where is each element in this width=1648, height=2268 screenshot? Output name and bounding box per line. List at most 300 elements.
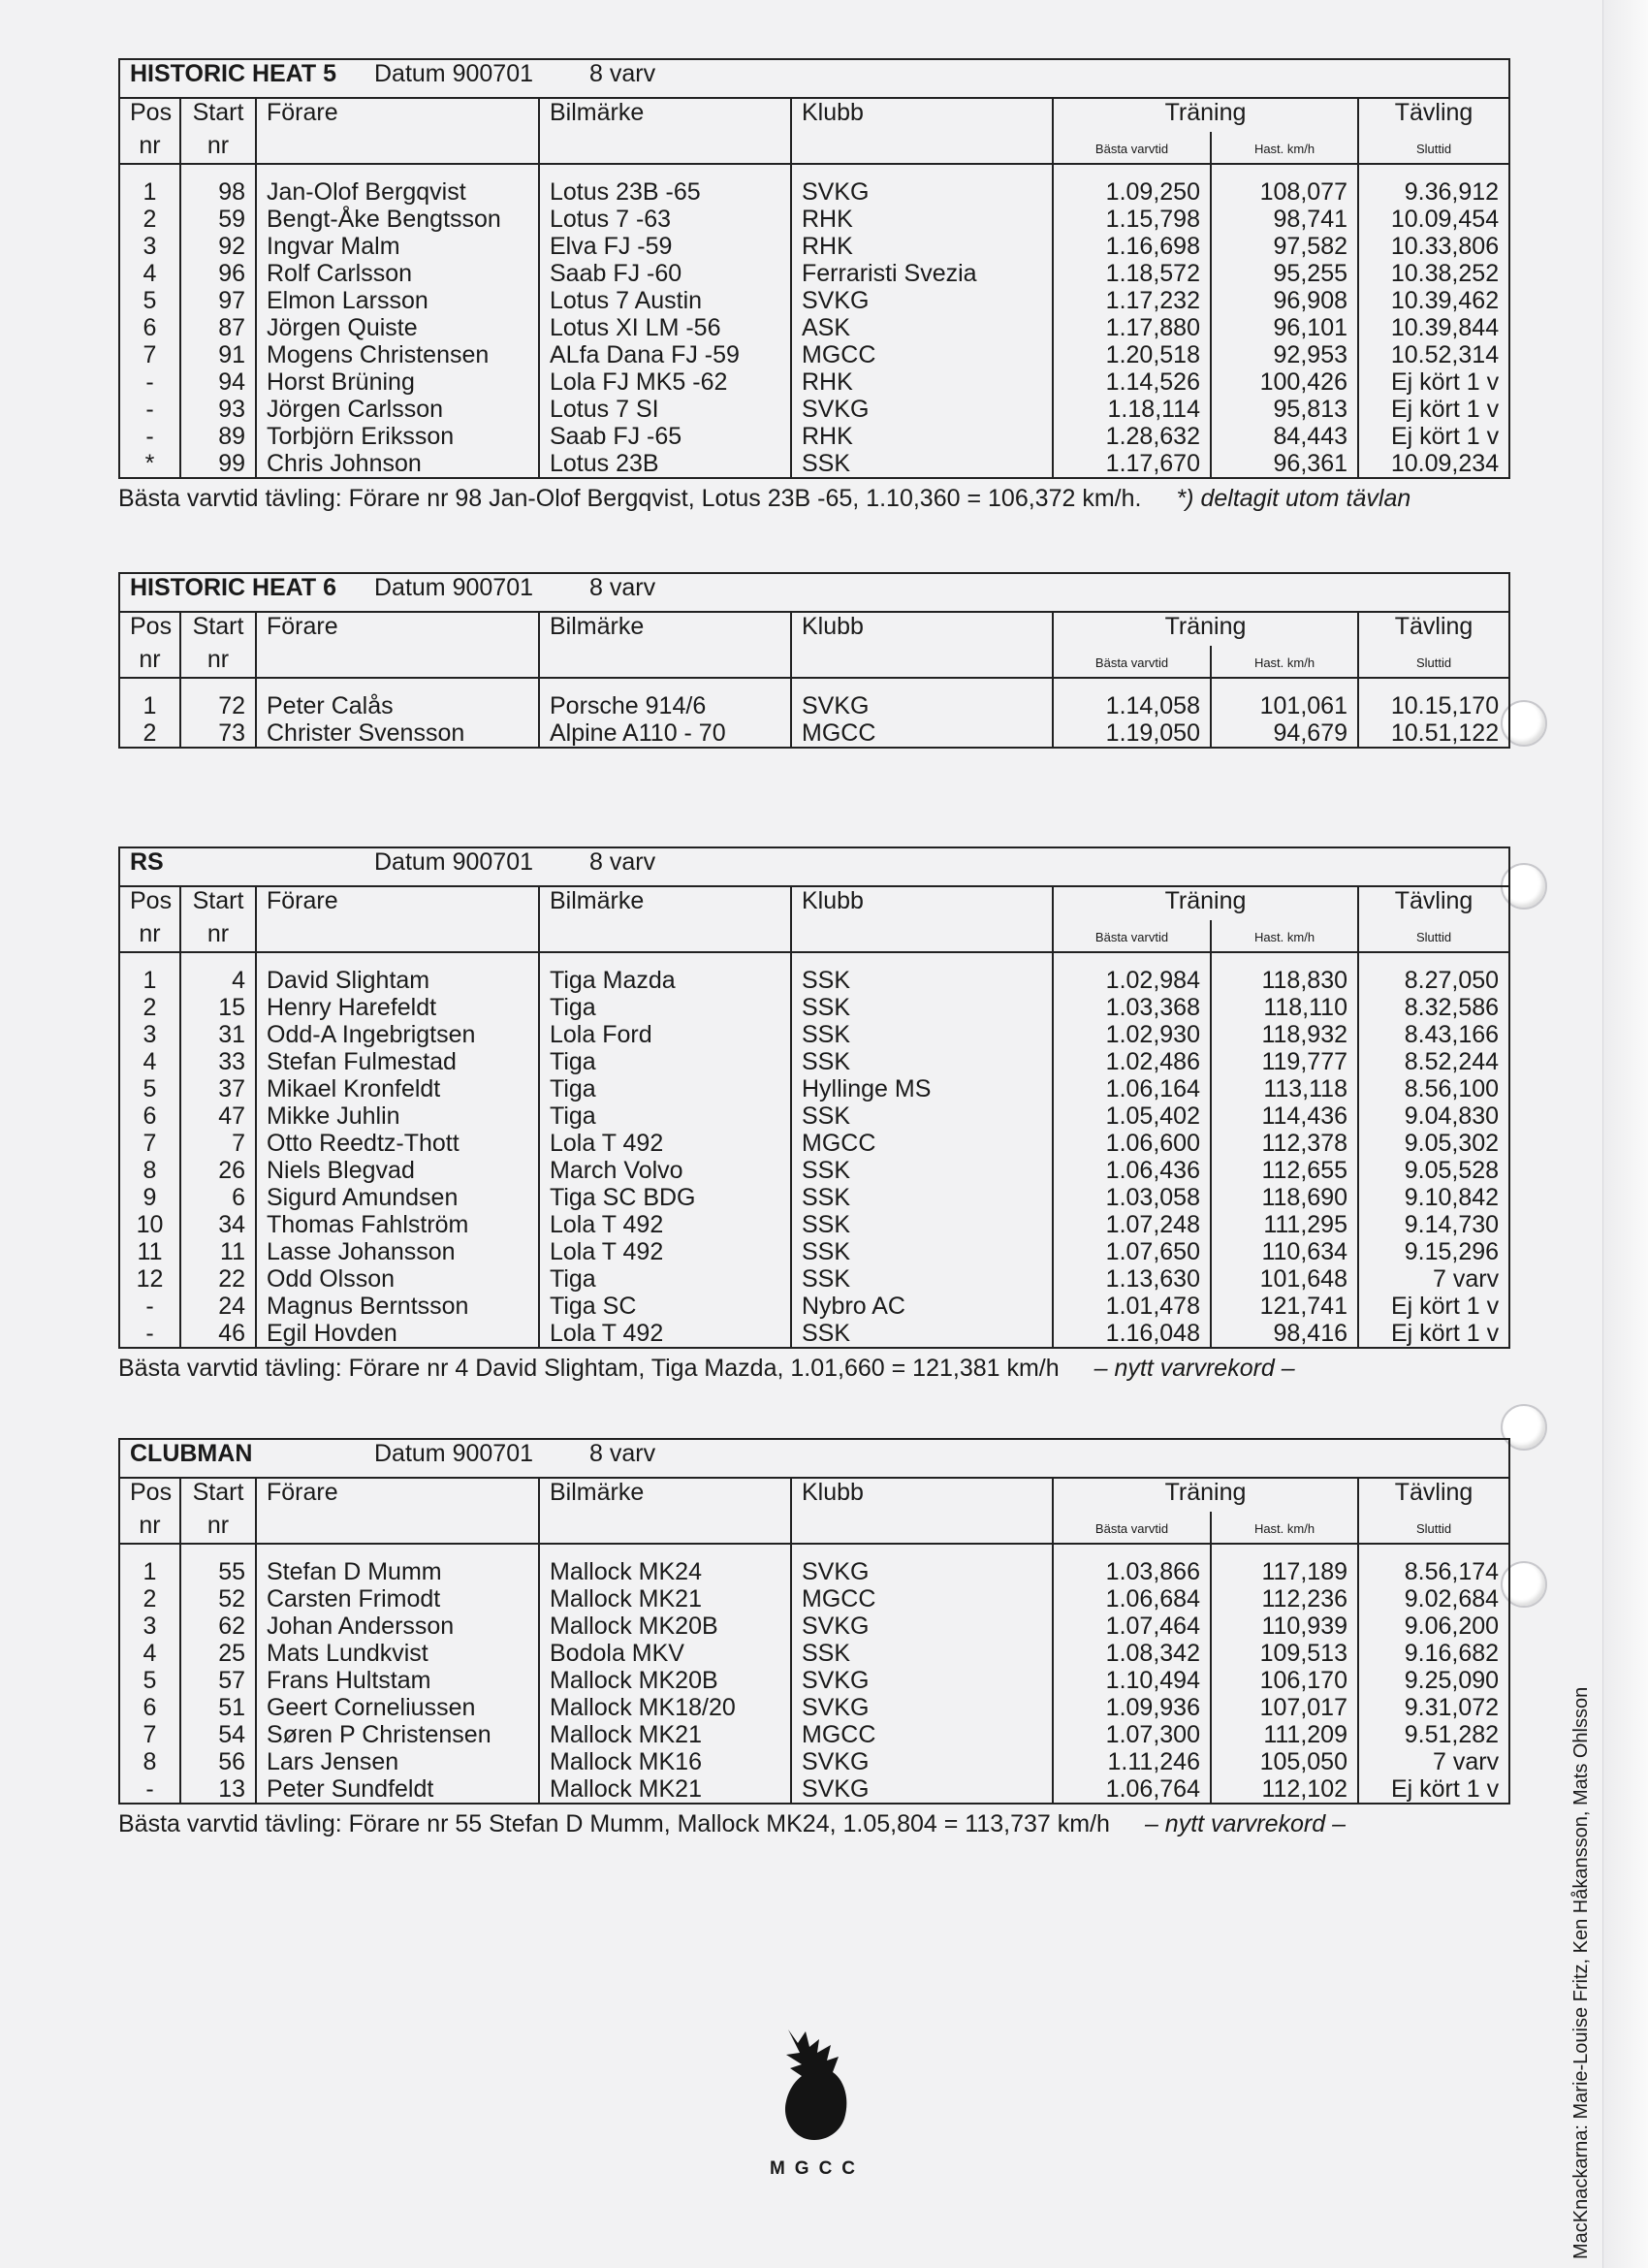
speed-cell: 112,102 (1211, 1775, 1358, 1804)
table-row (119, 1694, 1509, 1721)
start-number-cell: 57 (180, 1667, 256, 1694)
col-total-time-header (1358, 920, 1509, 952)
total-time-cell: 10.09,454 (1358, 206, 1509, 233)
car-cell: Lotus 7 SI (539, 396, 791, 423)
pos-cell: 6 (119, 314, 180, 341)
car-cell: Porsche 914/6 (539, 692, 791, 719)
driver-cell: Johan Andersson (256, 1613, 539, 1640)
pos-cell: 7 (119, 1130, 180, 1157)
race-title-bar (119, 1439, 1509, 1478)
spacer-cell (119, 952, 180, 967)
spacer-cell (1211, 1544, 1358, 1558)
best-lap-cell: 1.08,342 (1053, 1640, 1211, 1667)
table-row (119, 287, 1509, 314)
total-time-cell: 8.32,586 (1358, 994, 1509, 1021)
best-lap-cell: 1.20,518 (1053, 341, 1211, 368)
start-number-cell: 47 (180, 1102, 256, 1130)
pos-cell: 2 (119, 994, 180, 1021)
pos-cell: 4 (119, 260, 180, 287)
pos-cell: 7 (119, 341, 180, 368)
race-title-bar (119, 573, 1509, 612)
col-club-sub (791, 1512, 1053, 1544)
speed-cell: 117,189 (1211, 1558, 1358, 1585)
car-cell: Mallock MK21 (539, 1775, 791, 1804)
best-lap-label: Bästa varvtid (1094, 1521, 1169, 1536)
best-lap-cell: 1.02,930 (1053, 1021, 1211, 1048)
logo-text: MGCC (769, 2158, 866, 2179)
spacer-cell (180, 952, 256, 967)
footnote-note: *) deltagit utom tävlan (1176, 485, 1411, 512)
col-speed-header (1211, 132, 1358, 164)
driver-cell: Mikael Kronfeldt (256, 1075, 539, 1102)
total-time-cell: Ej kört 1 v (1358, 396, 1509, 423)
best-lap-cell: 1.14,058 (1053, 692, 1211, 719)
club-cell: SSK (791, 450, 1053, 478)
col-race-header: Tävling (1358, 98, 1509, 132)
speed-cell: 119,777 (1211, 1048, 1358, 1075)
total-time-label: Sluttid (1415, 930, 1452, 944)
club-cell: SSK (791, 1238, 1053, 1265)
col-car-sub (539, 920, 791, 952)
col-best-lap-header (1053, 1512, 1211, 1544)
total-time-cell: 9.25,090 (1358, 1667, 1509, 1694)
club-cell: MGCC (791, 1585, 1053, 1613)
speed-cell: 110,634 (1211, 1238, 1358, 1265)
total-time-cell: 10.39,844 (1358, 314, 1509, 341)
spacer-cell (539, 952, 791, 967)
speed-cell: 94,679 (1211, 719, 1358, 748)
footnote-text: Bästa varvtid tävling: Förare nr 4 David Slightam, Tiga Mazda, 1.01,660 = 121,381 km/h (118, 1355, 1060, 1382)
speed-cell: 101,061 (1211, 692, 1358, 719)
results-table (118, 572, 1510, 749)
table-row (119, 719, 1509, 748)
speed-label: Hast. km/h (1253, 1521, 1315, 1536)
col-car-header: Bilmärke (539, 1478, 791, 1512)
speed-cell: 109,513 (1211, 1640, 1358, 1667)
club-cell: RHK (791, 368, 1053, 396)
driver-cell: Stefan Fulmestad (256, 1048, 539, 1075)
total-time-cell: 9.10,842 (1358, 1184, 1509, 1211)
best-lap-cell: 1.09,936 (1053, 1694, 1211, 1721)
start-number-cell: 62 (180, 1613, 256, 1640)
race-date: Datum 900701 (374, 574, 534, 601)
col-speed-header (1211, 646, 1358, 678)
speed-cell: 98,416 (1211, 1320, 1358, 1348)
spacer-cell (539, 164, 791, 178)
spacer-cell (256, 678, 539, 692)
best-lap-cell: 1.03,368 (1053, 994, 1211, 1021)
speed-cell: 95,813 (1211, 396, 1358, 423)
start-number-cell: 99 (180, 450, 256, 478)
spacer-cell (791, 952, 1053, 967)
total-time-cell: Ej kört 1 v (1358, 1775, 1509, 1804)
start-number-cell: 93 (180, 396, 256, 423)
driver-cell: David Slightam (256, 967, 539, 994)
driver-cell: Søren P Christensen (256, 1721, 539, 1748)
best-lap-cell: 1.11,246 (1053, 1748, 1211, 1775)
driver-cell: Torbjörn Eriksson (256, 423, 539, 450)
speed-cell: 98,741 (1211, 206, 1358, 233)
total-time-cell: 7 varv (1358, 1265, 1509, 1293)
table-row (119, 341, 1509, 368)
club-cell: Ferraristi Svezia (791, 260, 1053, 287)
club-cell: Hyllinge MS (791, 1075, 1053, 1102)
car-cell: Mallock MK16 (539, 1748, 791, 1775)
table-row (119, 314, 1509, 341)
pos-cell: 3 (119, 233, 180, 260)
col-start-header: Start (180, 886, 256, 920)
col-pos-sub: nr (119, 646, 180, 678)
speed-cell: 101,648 (1211, 1265, 1358, 1293)
race-laps: 8 varv (589, 60, 656, 87)
car-cell: Lotus 23B (539, 450, 791, 478)
start-number-cell: 72 (180, 692, 256, 719)
driver-cell: Jörgen Quiste (256, 314, 539, 341)
table-row (119, 1075, 1509, 1102)
car-cell: Saab FJ -65 (539, 423, 791, 450)
table-row (119, 1238, 1509, 1265)
total-time-cell: 9.04,830 (1358, 1102, 1509, 1130)
race-date: Datum 900701 (374, 60, 534, 87)
col-pos-sub: nr (119, 920, 180, 952)
club-cell: SSK (791, 994, 1053, 1021)
car-cell: Tiga (539, 1048, 791, 1075)
speed-cell: 113,118 (1211, 1075, 1358, 1102)
car-cell: Mallock MK24 (539, 1558, 791, 1585)
spacer-cell (791, 678, 1053, 692)
club-cell: SSK (791, 1265, 1053, 1293)
pos-cell: 7 (119, 1721, 180, 1748)
col-driver-sub (256, 920, 539, 952)
pos-cell: 4 (119, 1048, 180, 1075)
driver-cell: Otto Reedtz-Thott (256, 1130, 539, 1157)
col-total-time-header (1358, 1512, 1509, 1544)
table-row (119, 206, 1509, 233)
table-row (119, 1640, 1509, 1667)
pos-cell: - (119, 1775, 180, 1804)
total-time-cell: 9.05,302 (1358, 1130, 1509, 1157)
car-cell: Lola T 492 (539, 1130, 791, 1157)
car-cell: Mallock MK18/20 (539, 1694, 791, 1721)
col-car-sub (539, 1512, 791, 1544)
car-cell: Tiga SC BDG (539, 1184, 791, 1211)
speed-cell: 97,582 (1211, 233, 1358, 260)
driver-cell: Lars Jensen (256, 1748, 539, 1775)
total-time-cell: 10.15,170 (1358, 692, 1509, 719)
speed-cell: 108,077 (1211, 178, 1358, 206)
table-row (119, 1320, 1509, 1348)
best-lap-footnote (118, 485, 1508, 513)
spacer-cell (1358, 952, 1509, 967)
pos-cell: 5 (119, 287, 180, 314)
pos-cell: 2 (119, 1585, 180, 1613)
spacer-cell (1053, 952, 1211, 967)
mgcc-logo (754, 2022, 880, 2180)
col-training-header: Träning (1053, 612, 1358, 646)
club-cell: SVKG (791, 692, 1053, 719)
best-lap-cell: 1.06,684 (1053, 1585, 1211, 1613)
total-time-cell: 10.38,252 (1358, 260, 1509, 287)
best-lap-cell: 1.15,798 (1053, 206, 1211, 233)
table-row (119, 1157, 1509, 1184)
driver-cell: Henry Harefeldt (256, 994, 539, 1021)
total-time-cell: 8.56,174 (1358, 1558, 1509, 1585)
total-time-cell: 10.33,806 (1358, 233, 1509, 260)
side-credit: MacKnackarna: Marie-Louise Fritz, Ken Håkansson, Mats Ohlsson (1570, 1686, 1592, 2259)
col-start-sub: nr (180, 646, 256, 678)
table-row (119, 1613, 1509, 1640)
spacer-cell (791, 1544, 1053, 1558)
car-cell: Saab FJ -60 (539, 260, 791, 287)
pos-cell: 10 (119, 1211, 180, 1238)
best-lap-cell: 1.09,250 (1053, 178, 1211, 206)
spacer-cell (1211, 678, 1358, 692)
speed-cell: 111,295 (1211, 1211, 1358, 1238)
car-cell: Lola T 492 (539, 1238, 791, 1265)
col-best-lap-header (1053, 920, 1211, 952)
driver-cell: Horst Brüning (256, 368, 539, 396)
spacer-cell (180, 164, 256, 178)
total-time-label: Sluttid (1415, 1521, 1452, 1536)
results-historic-heat-5 (118, 58, 1508, 513)
best-lap-cell: 1.07,300 (1053, 1721, 1211, 1748)
total-time-cell: 10.52,314 (1358, 341, 1509, 368)
total-time-cell: Ej kört 1 v (1358, 368, 1509, 396)
col-club-header: Klubb (791, 612, 1053, 646)
spacer-cell (256, 1544, 539, 1558)
total-time-cell: 9.06,200 (1358, 1613, 1509, 1640)
start-number-cell: 11 (180, 1238, 256, 1265)
total-time-cell: 9.15,296 (1358, 1238, 1509, 1265)
spacer-cell (180, 1544, 256, 1558)
elk-head-icon (769, 2022, 866, 2148)
col-pos-header: Pos (119, 886, 180, 920)
table-row (119, 368, 1509, 396)
table-row (119, 967, 1509, 994)
col-club-sub (791, 132, 1053, 164)
driver-cell: Peter Sundfeldt (256, 1775, 539, 1804)
speed-cell: 111,209 (1211, 1721, 1358, 1748)
table-row (119, 1558, 1509, 1585)
speed-cell: 96,101 (1211, 314, 1358, 341)
car-cell: March Volvo (539, 1157, 791, 1184)
start-number-cell: 31 (180, 1021, 256, 1048)
speed-label: Hast. km/h (1253, 930, 1315, 944)
total-time-label: Sluttid (1415, 655, 1452, 670)
results-table (118, 1438, 1510, 1805)
club-cell: SSK (791, 1021, 1053, 1048)
col-driver-header: Förare (256, 1478, 539, 1512)
results-historic-heat-6 (118, 572, 1508, 749)
col-total-time-header (1358, 132, 1509, 164)
table-row (119, 1021, 1509, 1048)
speed-cell: 96,908 (1211, 287, 1358, 314)
table-row (119, 178, 1509, 206)
best-lap-cell: 1.07,650 (1053, 1238, 1211, 1265)
club-cell: SVKG (791, 1558, 1053, 1585)
car-cell: Tiga (539, 1265, 791, 1293)
spacer-cell (539, 1544, 791, 1558)
best-lap-label: Bästa varvtid (1094, 930, 1169, 944)
start-number-cell: 55 (180, 1558, 256, 1585)
best-lap-cell: 1.07,464 (1053, 1613, 1211, 1640)
total-time-cell: 9.31,072 (1358, 1694, 1509, 1721)
col-car-header: Bilmärke (539, 612, 791, 646)
club-cell: SVKG (791, 1667, 1053, 1694)
start-number-cell: 51 (180, 1694, 256, 1721)
pos-cell: * (119, 450, 180, 478)
race-name: RS (130, 848, 164, 876)
driver-cell: Mikke Juhlin (256, 1102, 539, 1130)
total-time-cell: 9.14,730 (1358, 1211, 1509, 1238)
col-club-header: Klubb (791, 98, 1053, 132)
total-time-cell: 10.51,122 (1358, 719, 1509, 748)
results-table (118, 847, 1510, 1349)
speed-cell: 106,170 (1211, 1667, 1358, 1694)
total-time-cell: 9.36,912 (1358, 178, 1509, 206)
col-start-header: Start (180, 1478, 256, 1512)
footnote-note: – nytt varvrekord – (1093, 1355, 1295, 1382)
speed-cell: 110,939 (1211, 1613, 1358, 1640)
table-row (119, 1775, 1509, 1804)
driver-cell: Jan-Olof Bergqvist (256, 178, 539, 206)
driver-cell: Chris Johnson (256, 450, 539, 478)
club-cell: SSK (791, 1102, 1053, 1130)
speed-cell: 105,050 (1211, 1748, 1358, 1775)
col-start-sub: nr (180, 132, 256, 164)
table-row (119, 1211, 1509, 1238)
best-lap-cell: 1.07,248 (1053, 1211, 1211, 1238)
table-row (119, 423, 1509, 450)
total-time-label: Sluttid (1415, 142, 1452, 156)
start-number-cell: 33 (180, 1048, 256, 1075)
spacer-cell (180, 678, 256, 692)
start-number-cell: 89 (180, 423, 256, 450)
footnote-text: Bästa varvtid tävling: Förare nr 98 Jan-Olof Bergqvist, Lotus 23B -65, 1.10,360 = 106,372 km/h. (118, 485, 1142, 512)
car-cell: Mallock MK20B (539, 1667, 791, 1694)
car-cell: Lotus XI LM -56 (539, 314, 791, 341)
best-lap-cell: 1.06,436 (1053, 1157, 1211, 1184)
col-training-header: Träning (1053, 98, 1358, 132)
best-lap-cell: 1.16,698 (1053, 233, 1211, 260)
table-row (119, 396, 1509, 423)
best-lap-cell: 1.17,670 (1053, 450, 1211, 478)
col-club-header: Klubb (791, 1478, 1053, 1512)
table-row (119, 1585, 1509, 1613)
driver-cell: Ingvar Malm (256, 233, 539, 260)
pos-cell: 1 (119, 178, 180, 206)
total-time-cell: 10.09,234 (1358, 450, 1509, 478)
spacer-cell (1053, 1544, 1211, 1558)
best-lap-cell: 1.06,764 (1053, 1775, 1211, 1804)
best-lap-cell: 1.18,114 (1053, 396, 1211, 423)
driver-cell: Christer Svensson (256, 719, 539, 748)
footnote-note: – nytt varvrekord – (1144, 1810, 1346, 1837)
race-name: CLUBMAN (130, 1440, 253, 1467)
car-cell: Lotus 7 -63 (539, 206, 791, 233)
club-cell: SSK (791, 1184, 1053, 1211)
spacer-cell (1358, 678, 1509, 692)
race-laps: 8 varv (589, 1440, 656, 1467)
best-lap-cell: 1.01,478 (1053, 1293, 1211, 1320)
table-row (119, 1265, 1509, 1293)
club-cell: ASK (791, 314, 1053, 341)
pos-cell: 8 (119, 1748, 180, 1775)
car-cell: Alpine A110 - 70 (539, 719, 791, 748)
club-cell: Nybro AC (791, 1293, 1053, 1320)
start-number-cell: 22 (180, 1265, 256, 1293)
speed-cell: 84,443 (1211, 423, 1358, 450)
col-driver-header: Förare (256, 98, 539, 132)
race-name: HISTORIC HEAT 5 (130, 60, 336, 87)
table-row (119, 1721, 1509, 1748)
race-title-bar (119, 59, 1509, 98)
pos-cell: 8 (119, 1157, 180, 1184)
pos-cell: 6 (119, 1694, 180, 1721)
col-race-header: Tävling (1358, 612, 1509, 646)
spacer-cell (119, 164, 180, 178)
start-number-cell: 97 (180, 287, 256, 314)
start-number-cell: 24 (180, 1293, 256, 1320)
col-start-header: Start (180, 612, 256, 646)
start-number-cell: 7 (180, 1130, 256, 1157)
table-row (119, 260, 1509, 287)
driver-cell: Mogens Christensen (256, 341, 539, 368)
club-cell: RHK (791, 206, 1053, 233)
start-number-cell: 73 (180, 719, 256, 748)
spacer-cell (256, 164, 539, 178)
start-number-cell: 34 (180, 1211, 256, 1238)
car-cell: Tiga SC (539, 1293, 791, 1320)
race-laps: 8 varv (589, 848, 656, 876)
speed-cell: 100,426 (1211, 368, 1358, 396)
car-cell: Tiga Mazda (539, 967, 791, 994)
col-car-sub (539, 646, 791, 678)
table-row (119, 1102, 1509, 1130)
col-race-header: Tävling (1358, 1478, 1509, 1512)
best-lap-cell: 1.03,866 (1053, 1558, 1211, 1585)
table-row (119, 692, 1509, 719)
best-lap-cell: 1.06,600 (1053, 1130, 1211, 1157)
best-lap-cell: 1.03,058 (1053, 1184, 1211, 1211)
driver-cell: Thomas Fahlström (256, 1211, 539, 1238)
col-pos-sub: nr (119, 132, 180, 164)
total-time-cell: 8.27,050 (1358, 967, 1509, 994)
best-lap-cell: 1.14,526 (1053, 368, 1211, 396)
speed-cell: 114,436 (1211, 1102, 1358, 1130)
table-row (119, 233, 1509, 260)
pos-cell: - (119, 1293, 180, 1320)
total-time-cell: 9.02,684 (1358, 1585, 1509, 1613)
start-number-cell: 59 (180, 206, 256, 233)
col-race-header: Tävling (1358, 886, 1509, 920)
col-driver-header: Förare (256, 612, 539, 646)
total-time-cell: Ej kört 1 v (1358, 1293, 1509, 1320)
pos-cell: 1 (119, 967, 180, 994)
col-speed-header (1211, 1512, 1358, 1544)
best-lap-cell: 1.17,232 (1053, 287, 1211, 314)
car-cell: Tiga (539, 994, 791, 1021)
pos-cell: 5 (119, 1667, 180, 1694)
driver-cell: Elmon Larsson (256, 287, 539, 314)
start-number-cell: 98 (180, 178, 256, 206)
best-lap-label: Bästa varvtid (1094, 142, 1169, 156)
best-lap-footnote (118, 1355, 1508, 1383)
speed-label: Hast. km/h (1253, 655, 1315, 670)
driver-cell: Jörgen Carlsson (256, 396, 539, 423)
col-pos-header: Pos (119, 612, 180, 646)
best-lap-cell: 1.10,494 (1053, 1667, 1211, 1694)
